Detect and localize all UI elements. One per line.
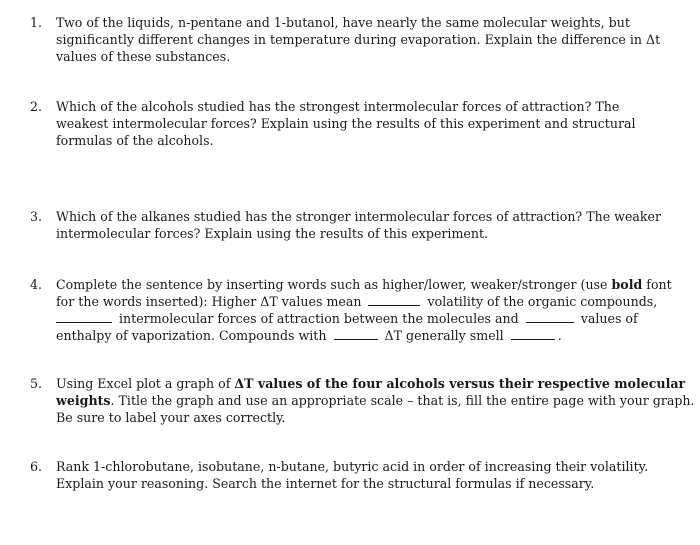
text-segment: . Title the graph and use an appropriate scale – that is, fill the entire page with your graph.	[110, 393, 695, 408]
question-text-line: Be sure to label your axes correctly.	[56, 410, 286, 425]
question-text-line	[56, 276, 670, 293]
question-text-line: formulas of the alcohols.	[56, 133, 214, 148]
text-segment: Using Excel plot a graph of	[56, 376, 235, 391]
question-4	[30, 276, 670, 344]
question-number: 4.	[30, 277, 43, 292]
question-text-line: Explain your reasoning. Search the internet for the structural formulas if necessary.	[56, 476, 595, 491]
question-text-line	[56, 327, 670, 344]
text-segment: intermolecular forces of attraction between the molecules and	[119, 311, 519, 326]
question-text-line: intermolecular forces? Explain using the results of this experiment.	[56, 226, 489, 241]
question-text-line	[56, 375, 686, 392]
question-number: 3.	[30, 209, 43, 224]
question-number: 2.	[30, 99, 43, 114]
question-text-line: Two of the liquids, n-pentane and 1-butanol, have nearly the same molecular weights, but	[56, 15, 630, 30]
bold-text: ΔT values of the four alcohols versus their respective molecular	[234, 376, 686, 391]
question-text-line: significantly different changes in temperature during evaporation. Explain the difference in Δt	[56, 32, 661, 47]
question-text-line: values of these substances.	[56, 49, 231, 64]
question-text-line	[56, 293, 670, 310]
question-text-line: Rank 1-chlorobutane, isobutane, n-butane, butyric acid in order of increasing their volatility.	[56, 459, 649, 474]
question-1	[30, 14, 670, 65]
text-segment: .	[557, 328, 562, 343]
question-number: 1.	[30, 15, 43, 30]
answer-blank[interactable]	[526, 321, 574, 323]
bold-text: bold	[611, 277, 643, 292]
text-segment: values of	[580, 311, 638, 326]
answer-blank[interactable]	[368, 304, 420, 306]
question-3	[30, 208, 670, 242]
question-number: 5.	[30, 376, 43, 391]
question-number: 6.	[30, 459, 43, 474]
question-text-line: weakest intermolecular forces? Explain using the results of this experiment and structural	[56, 116, 636, 131]
answer-blank[interactable]	[56, 321, 112, 323]
text-segment: font	[642, 277, 672, 292]
question-6	[30, 458, 670, 492]
question-text-line	[56, 310, 670, 327]
question-2	[30, 98, 670, 149]
text-segment: volatility of the organic compounds,	[427, 294, 658, 309]
answer-blank[interactable]	[511, 338, 555, 340]
text-segment: ΔT generally smell	[384, 328, 504, 343]
question-text-line	[56, 392, 695, 409]
bold-text: weights	[56, 393, 111, 408]
text-segment: Complete the sentence by inserting words such as higher/lower, weaker/stronger (use	[56, 277, 612, 292]
text-segment: for the words inserted): Higher ΔT values mean	[56, 294, 362, 309]
question-text-line: Which of the alkanes studied has the stronger intermolecular forces of attraction? The weaker	[56, 209, 662, 224]
question-text-line: Which of the alcohols studied has the strongest intermolecular forces of attraction? The	[56, 99, 620, 114]
answer-blank[interactable]	[334, 338, 378, 340]
text-segment: enthalpy of vaporization. Compounds with	[56, 328, 327, 343]
question-5	[30, 375, 695, 426]
